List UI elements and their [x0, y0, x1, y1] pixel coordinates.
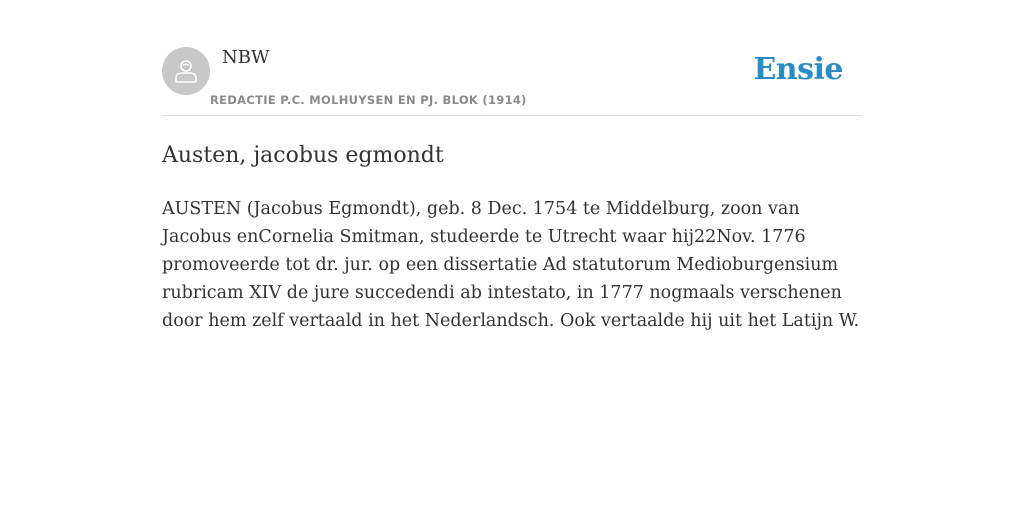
editors-credit: REDACTIE P.C. MOLHUYSEN EN PJ. BLOK (1914) [210, 93, 527, 107]
avatar[interactable] [162, 47, 210, 95]
user-icon [172, 57, 200, 85]
article-card [162, 46, 862, 335]
article-body: AUSTEN (Jacobus Egmondt), geb. 8 Dec. 1754 te Middelburg, zoon van Jacobus enCornelia Smitman, studeerde te Utrecht waar hij22Nov. 1776 promoveerde tot dr. jur. op een dissertatie Ad statutorum Medioburgensium rubricam XIV de jure succedendi ab intestato, in 1777 nogmaals verschenen door hem zelf vertaald in het Nederlandsch. Ook vertaalde hij uit het Latijn W. [162, 199, 860, 331]
brand-logo[interactable]: Ensie [753, 52, 843, 87]
article-header [162, 46, 862, 116]
page-title: Austen, jacobus egmondt [162, 143, 444, 168]
author-name[interactable]: NBW [222, 47, 270, 68]
